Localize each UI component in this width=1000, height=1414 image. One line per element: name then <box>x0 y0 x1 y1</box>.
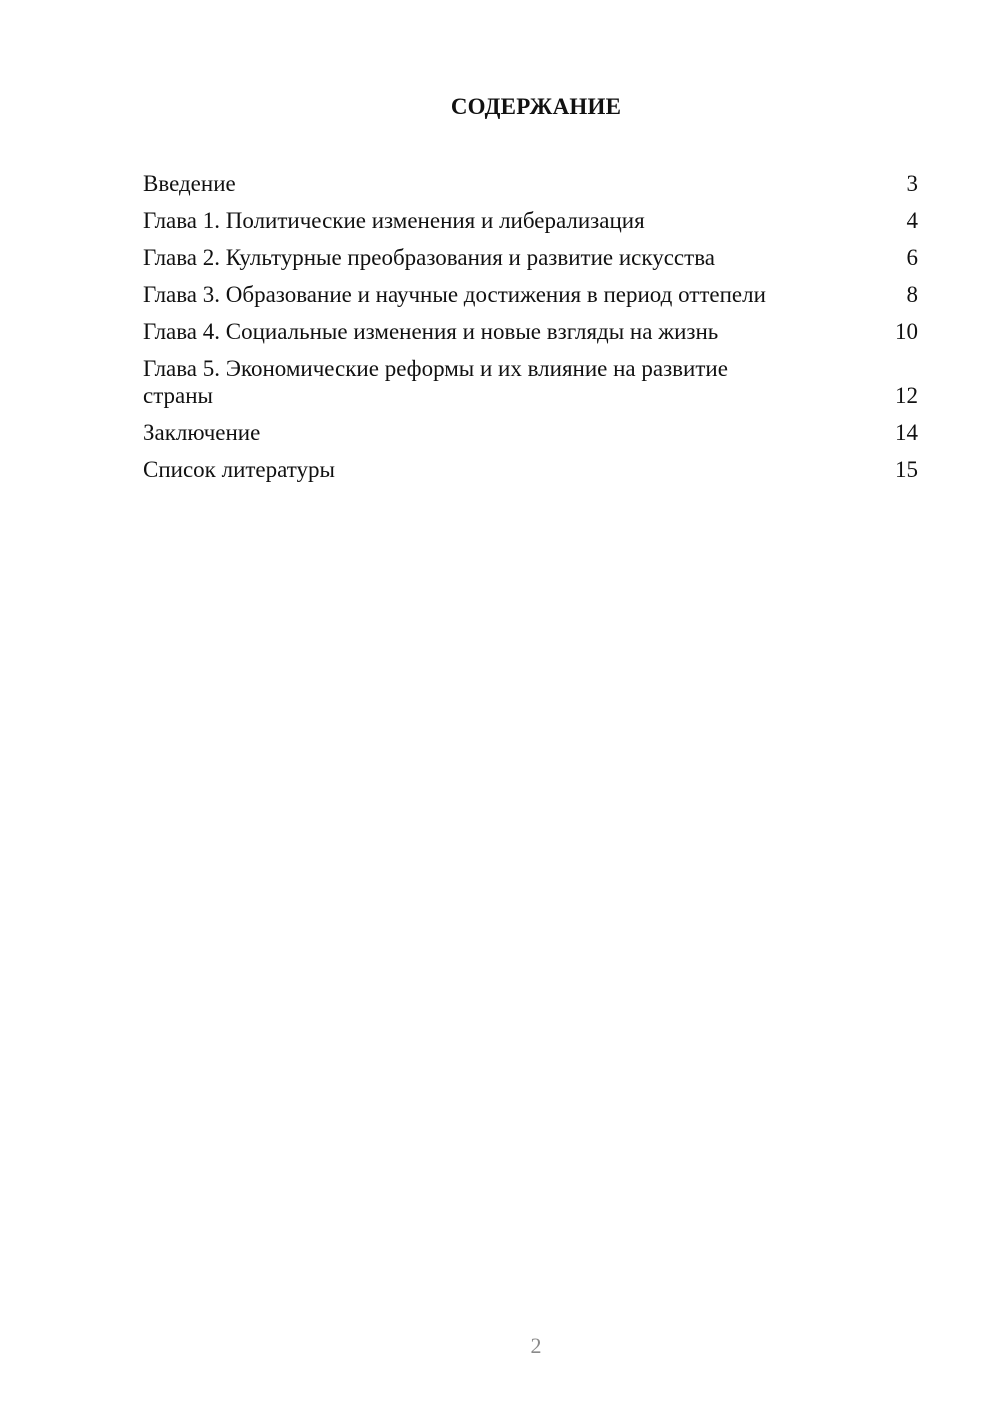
toc-entry-label: Список литературы <box>143 457 335 482</box>
toc-entry-page: 4 <box>906 208 918 233</box>
toc-entry-chapter-4 <box>143 318 918 345</box>
page-number: 2 <box>530 1333 542 1358</box>
toc-entry-chapter-2 <box>143 244 918 271</box>
toc-entry-introduction <box>143 170 918 197</box>
toc-entry-page: 3 <box>906 171 918 196</box>
toc-entry-page: 15 <box>895 457 918 482</box>
toc-entry-page: 12 <box>895 383 918 408</box>
toc-entry-label: Глава 4. Социальные изменения и новые взгляды на жизнь <box>143 319 719 344</box>
toc-entry-chapter-5 <box>143 355 918 409</box>
toc-entry-label: Глава 5. Экономические реформы и их влияние на развитие страны <box>143 356 728 408</box>
toc-entry-bibliography <box>143 456 918 483</box>
table-of-contents <box>143 170 918 493</box>
toc-entry-chapter-1 <box>143 207 918 234</box>
toc-entry-label: Глава 3. Образование и научные достижения в период оттепели <box>143 282 766 307</box>
toc-entry-label: Заключение <box>143 420 261 445</box>
toc-entry-page: 8 <box>906 282 918 307</box>
toc-entry-label: Глава 2. Культурные преобразования и развитие искусства <box>143 245 715 270</box>
toc-entry-page: 14 <box>895 420 918 445</box>
toc-entry-chapter-3 <box>143 281 918 308</box>
toc-entry-label: Глава 1. Политические изменения и либерализация <box>143 208 645 233</box>
toc-entry-conclusion <box>143 419 918 446</box>
toc-entry-page: 10 <box>895 319 918 344</box>
toc-title: СОДЕРЖАНИЕ <box>450 94 622 119</box>
toc-entry-label: Введение <box>143 171 236 196</box>
toc-entry-page: 6 <box>906 245 918 270</box>
